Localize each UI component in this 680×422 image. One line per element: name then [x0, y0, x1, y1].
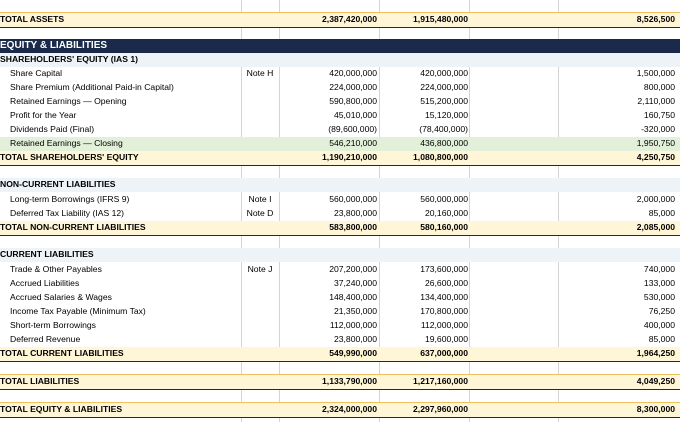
- value-cell-1[interactable]: 583,800,000: [329, 222, 377, 232]
- value-cell-1[interactable]: 21,350,000: [333, 306, 377, 316]
- value-cell-2[interactable]: 420,000,000: [420, 68, 468, 78]
- row-label: Deferred Revenue: [10, 334, 81, 344]
- row-label: Deferred Tax Liability (IAS 12): [10, 208, 124, 218]
- table-row[interactable]: [0, 193, 680, 207]
- total-equity-liabilities-row[interactable]: [0, 402, 680, 418]
- total-assets-row[interactable]: [0, 12, 680, 28]
- non-current-liabilities-header[interactable]: [0, 178, 680, 192]
- value-cell-2[interactable]: 515,200,000: [420, 96, 468, 106]
- equity-liabilities-banner[interactable]: [0, 39, 680, 53]
- table-row[interactable]: [0, 333, 680, 347]
- row-label: Trade & Other Payables: [10, 264, 102, 274]
- note-ref: Note J: [247, 264, 273, 274]
- value-cell-3[interactable]: 85,000: [648, 334, 675, 344]
- value-cell-3[interactable]: 133,000: [643, 278, 675, 288]
- table-row[interactable]: [0, 95, 680, 109]
- table-row[interactable]: [0, 263, 680, 277]
- value-cell-3[interactable]: 400,000: [643, 320, 675, 330]
- value-cell-2[interactable]: 1,915,480,000: [413, 14, 468, 24]
- row-label: Retained Earnings — Closing: [10, 138, 123, 148]
- table-row[interactable]: [0, 123, 680, 137]
- table-row[interactable]: [0, 67, 680, 81]
- table-row[interactable]: [0, 305, 680, 319]
- value-cell-3[interactable]: 1,964,250: [636, 348, 675, 358]
- value-cell-2[interactable]: 580,160,000: [420, 222, 468, 232]
- note-ref: Note I: [248, 194, 272, 204]
- value-cell-2[interactable]: 112,000,000: [420, 320, 468, 330]
- value-cell-1[interactable]: 560,000,000: [329, 194, 377, 204]
- shareholders-equity-header[interactable]: [0, 53, 680, 67]
- value-cell-3[interactable]: 8,526,500: [636, 14, 675, 24]
- row-label: Share Capital: [10, 68, 63, 78]
- value-cell-1[interactable]: 37,240,000: [333, 278, 377, 288]
- value-cell-2[interactable]: 15,120,000: [424, 110, 468, 120]
- value-cell-3[interactable]: 2,110,000: [637, 96, 675, 106]
- value-cell-2[interactable]: 1,080,800,000: [413, 152, 468, 162]
- row-label: Share Premium (Additional Paid-in Capital): [10, 82, 174, 92]
- table-row[interactable]: [0, 277, 680, 291]
- value-cell-1[interactable]: 2,387,420,000: [322, 14, 377, 24]
- value-cell-3[interactable]: 530,000: [643, 292, 675, 302]
- value-cell-1[interactable]: 207,200,000: [329, 264, 377, 274]
- row-label: Dividends Paid (Final): [10, 124, 95, 134]
- value-cell-2[interactable]: 173,600,000: [420, 264, 468, 274]
- value-cell-2[interactable]: 19,600,000: [424, 334, 468, 344]
- value-cell-2[interactable]: 1,217,160,000: [413, 376, 468, 386]
- total-shareholders-equity-row[interactable]: [0, 151, 680, 166]
- value-cell-1[interactable]: 112,000,000: [329, 320, 377, 330]
- section-title: EQUITY & LIABILITIES: [0, 40, 108, 51]
- value-cell-1[interactable]: 546,210,000: [329, 138, 377, 148]
- row-label: Retained Earnings — Opening: [10, 96, 127, 106]
- note-ref: Note H: [246, 68, 274, 78]
- value-cell-2[interactable]: 134,400,000: [420, 292, 468, 302]
- table-row[interactable]: [0, 109, 680, 123]
- value-cell-1[interactable]: 2,324,000,000: [322, 404, 377, 414]
- total-non-current-liabilities-row[interactable]: [0, 221, 680, 236]
- value-cell-2[interactable]: (78,400,000): [419, 124, 468, 134]
- value-cell-1[interactable]: 1,190,210,000: [322, 152, 377, 162]
- row-label: TOTAL EQUITY & LIABILITIES: [0, 404, 123, 414]
- row-label: TOTAL NON-CURRENT LIABILITIES: [0, 222, 146, 232]
- row-label: TOTAL ASSETS: [0, 14, 65, 24]
- row-label: Income Tax Payable (Minimum Tax): [10, 306, 146, 316]
- value-cell-3[interactable]: 1,950,750: [636, 138, 675, 148]
- value-cell-3[interactable]: 4,049,250: [636, 376, 675, 386]
- value-cell-3[interactable]: 160,750: [643, 110, 675, 120]
- value-cell-2[interactable]: 26,600,000: [424, 278, 468, 288]
- row-label: TOTAL CURRENT LIABILITIES: [0, 348, 124, 358]
- value-cell-1[interactable]: 224,000,000: [329, 82, 377, 92]
- value-cell-2[interactable]: 20,160,000: [424, 208, 468, 218]
- section-subtitle: CURRENT LIABILITIES: [0, 249, 94, 259]
- value-cell-3[interactable]: 1,500,000: [636, 68, 675, 78]
- table-row[interactable]: [0, 319, 680, 333]
- value-cell-2[interactable]: 436,800,000: [420, 138, 468, 148]
- value-cell-3[interactable]: -320,000: [641, 124, 675, 134]
- value-cell-3[interactable]: 2,085,000: [636, 222, 675, 232]
- row-label: Long-term Borrowings (IFRS 9): [10, 194, 130, 204]
- section-subtitle: NON-CURRENT LIABILITIES: [0, 179, 116, 189]
- value-cell-3[interactable]: 2,000,000: [636, 194, 675, 204]
- value-cell-1[interactable]: 549,990,000: [329, 348, 377, 358]
- value-cell-3[interactable]: 800,000: [643, 82, 675, 92]
- value-cell-1[interactable]: 45,010,000: [333, 110, 377, 120]
- value-cell-3[interactable]: 740,000: [643, 264, 675, 274]
- row-label: Profit for the Year: [10, 110, 77, 120]
- value-cell-1[interactable]: 1,133,790,000: [322, 376, 377, 386]
- value-cell-1[interactable]: 23,800,000: [333, 334, 377, 344]
- value-cell-3[interactable]: 76,250: [648, 306, 675, 316]
- table-row[interactable]: [0, 81, 680, 95]
- value-cell-1[interactable]: 420,000,000: [329, 68, 377, 78]
- value-cell-3[interactable]: 4,250,750: [636, 152, 675, 162]
- table-row[interactable]: [0, 207, 680, 221]
- total-current-liabilities-row[interactable]: [0, 347, 680, 362]
- table-row[interactable]: [0, 291, 680, 305]
- value-cell-1[interactable]: 590,800,000: [329, 96, 377, 106]
- retained-earnings-closing-row[interactable]: [0, 137, 680, 151]
- row-label: Short-term Borrowings: [10, 320, 96, 330]
- value-cell-2[interactable]: 2,297,960,000: [413, 404, 468, 414]
- value-cell-1[interactable]: 23,800,000: [333, 208, 377, 218]
- value-cell-2[interactable]: 170,800,000: [420, 306, 468, 316]
- value-cell-2[interactable]: 637,000,000: [420, 348, 468, 358]
- value-cell-1[interactable]: (89,600,000): [328, 124, 377, 134]
- section-subtitle: SHAREHOLDERS' EQUITY (IAS 1): [0, 54, 138, 64]
- total-liabilities-row[interactable]: [0, 374, 680, 390]
- value-cell-2[interactable]: 560,000,000: [420, 194, 468, 204]
- row-label: TOTAL SHAREHOLDERS' EQUITY: [0, 152, 139, 162]
- row-label: TOTAL LIABILITIES: [0, 376, 80, 386]
- row-label: Accrued Salaries & Wages: [10, 292, 112, 302]
- value-cell-1[interactable]: 148,400,000: [329, 292, 377, 302]
- note-ref: Note D: [246, 208, 274, 218]
- value-cell-3[interactable]: 85,000: [648, 208, 675, 218]
- value-cell-3[interactable]: 8,300,000: [636, 404, 675, 414]
- row-label: Accrued Liabilities: [10, 278, 80, 288]
- value-cell-2[interactable]: 224,000,000: [420, 82, 468, 92]
- current-liabilities-header[interactable]: [0, 248, 680, 262]
